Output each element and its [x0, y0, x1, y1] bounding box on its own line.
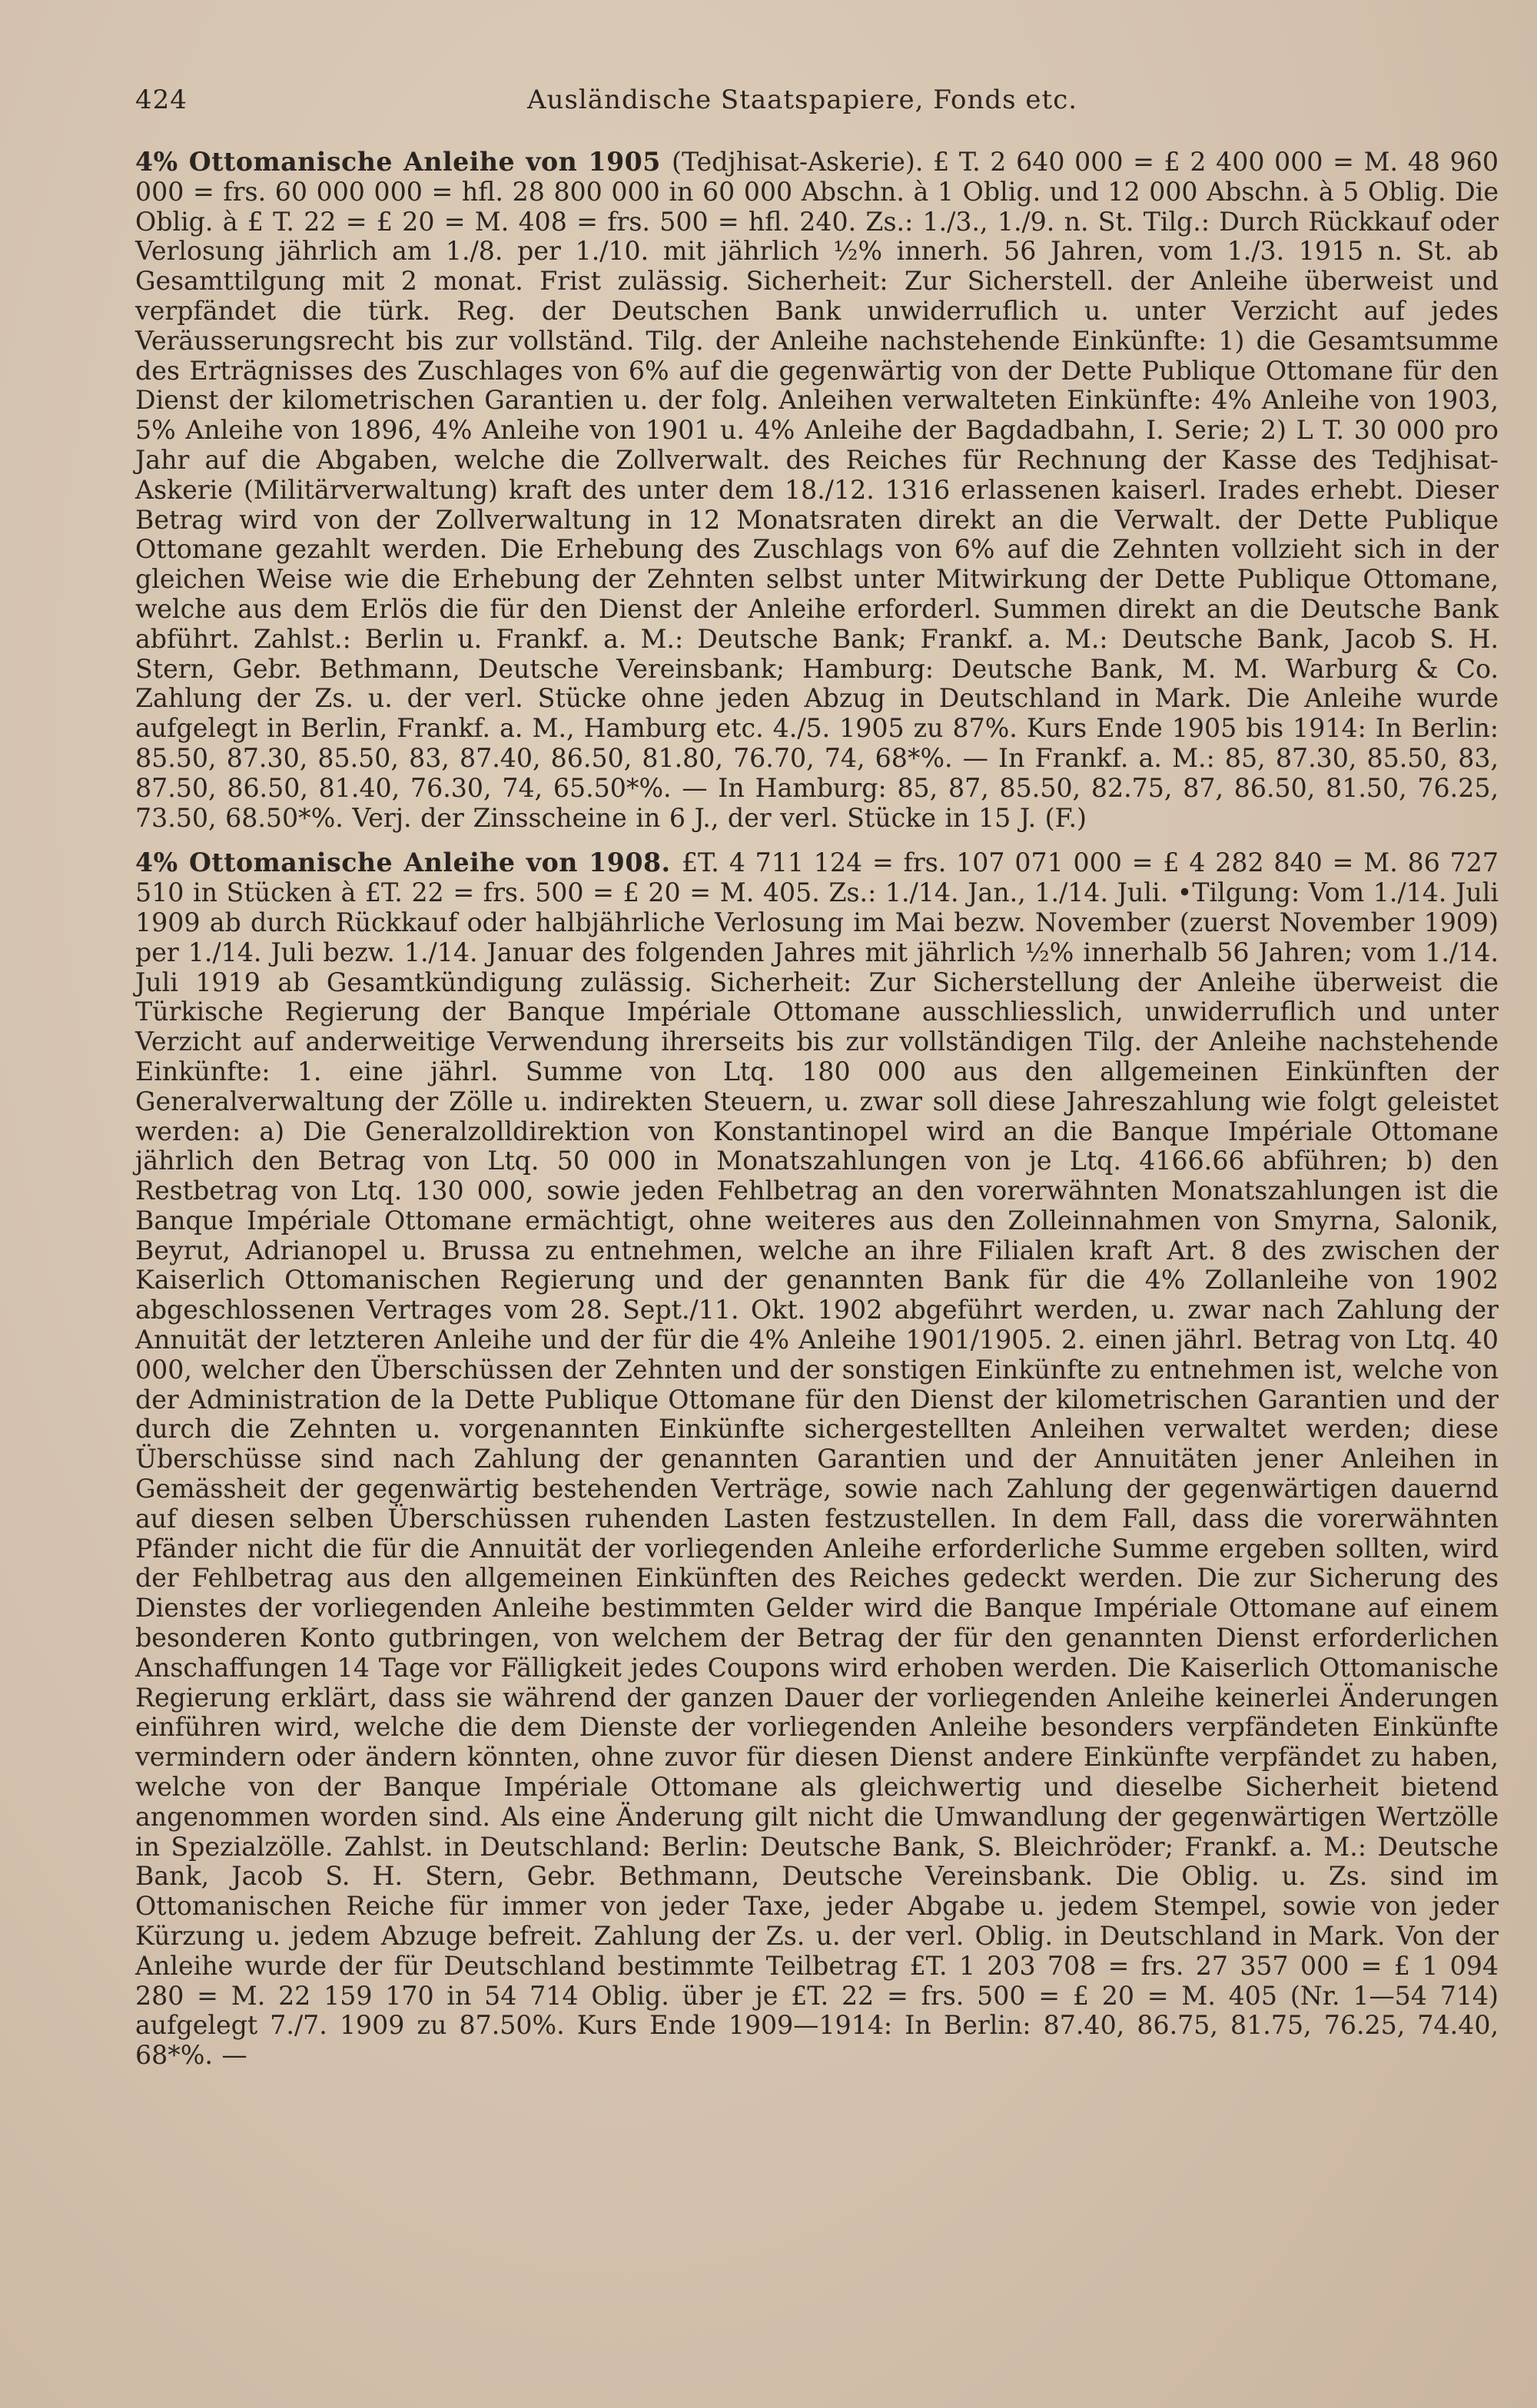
page-number: 424	[135, 85, 188, 115]
entry-ottoman-loan-1905	[135, 148, 1499, 833]
entry-body: £T. 4 711 124 = frs. 107 071 000 = £ 4 282 840 = M. 86 727 510 in Stücken à £T. 22 = frs. 500 = £ 20 = M. 405. Zs.: 1./14. Jan., 1./14. Juli. •Tilgung: Vom 1./14. Juli 1909 ab durch Rückkauf oder halbjährliche Verlosung im Mai bezw. November (zuerst November 1909) per 1./14. Juli bezw. 1./14. Januar des folgenden Jahres mit jährlich ½% innerhalb 56 Jahren; vom 1./14. Juli 1919 ab Gesamtkündigung zulässig. Sicherheit: Zur Sicherstellung der Anleihe überweist die Türkische Regierung der Banque Impériale Ottomane ausschliesslich, unwiderruflich und unter Verzicht auf anderweitige Verwendung ihrerseits bis zur vollständigen Tilg. der Anleihe nachstehende Einkünfte: 1. eine jährl. Summe von Ltq. 180 000 aus den allgemeinen Einkünften der Generalverwaltung der Zölle u. indirekten Steuern, u. zwar soll diese Jahreszahlung wie folgt geleistet werden: a) Die Generalzolldirektion von Konstantinopel wird an die Banque Impériale Ottomane jährlich den Betrag von Ltq. 50 000 in Monatszahlungen von je Ltq. 4166.66 abführen; b) den Restbetrag von Ltq. 130 000, sowie jeden Fehlbetrag an den vorerwähnten Monatszahlungen ist die Banque Impériale Ottomane ermächtigt, ohne weiteres aus den Zolleinnahmen von Smyrna, Salonik, Beyrut, Adrianopel u. Brussa zu entnehmen, welche an ihre Filialen kraft Art. 8 des zwischen der Kaiserlich Ottomanischen Regierung und der genannten Bank für die 4% Zollanleihe von 1902 abgeschlossenen Vertrages vom 28. Sept./11. Okt. 1902 abgeführt werden, u. zwar nach Zahlung der Annuität der letzteren Anleihe und der für die 4% Anleihe 1901/1905. 2. einen jährl. Betrag von Ltq. 40 000, welcher den Überschüssen der Zehnten und der sonstigen Einkünfte zu entnehmen ist, welche von der Administration de la Dette Publique Ottomane für den Dienst der kilometrischen Garantien und der durch die Zehnten u. vorgenannten Einkünfte sichergestellten Anleihen verwaltet werden; diese Überschüsse sind nach Zahlung der genannten Garantien und der Annuitäten jener Anleihen in Gemässheit der gegenwärtig bestehenden Verträge, sowie nach Zahlung der gegenwärtigen dauernd auf diesen selben Überschüssen ruhenden Lasten festzustellen. In dem Fall, dass die vorerwähnten Pfänder nicht die für die Annuität der vorliegenden Anleihe erforderliche Summe ergeben sollten, wird der Fehlbetrag aus den allgemeinen Einkünften des Reiches gedeckt werden. Die zur Sicherung des Dienstes der vorliegenden Anleihe bestimmten Gelder wird die Banque Impériale Ottomane auf einem besonderen Konto gutbringen, von welchem der Betrag der für den genannten Dienst erforderlichen Anschaffungen 14 Tage vor Fälligkeit jedes Coupons wird erhoben werden. Die Kaiserlich Ottomanische Regierung erklärt, dass sie während der ganzen Dauer der vorliegenden Anleihe keinerlei Änderungen einführen wird, welche die dem Dienste der vorliegenden Anleihe besonders verpfändeten Einkünfte vermindern oder ändern könnten, ohne zuvor für diesen Dienst andere Einkünfte verpfändet zu haben, welche von der Banque Impériale Ottomane als gleichwertig und dieselbe Sicherheit bietend angenommen worden sind. Als eine Änderung gilt nicht die Umwandlung der gegenwärtigen Wertzölle in Spezialzölle. Zahlst. in Deutschland: Berlin: Deutsche Bank, S. Bleichröder; Frankf. a. M.: Deutsche Bank, Jacob S. H. Stern, Gebr. Bethmann, Deutsche Vereinsbank. Die Oblig. u. Zs. sind im Ottomanischen Reiche für immer von jeder Taxe, jeder Abgabe u. jedem Stempel, sowie von jeder Kürzung u. jedem Abzuge befreit. Zahlung der Zs. u. der verl. Oblig. in Deutschland in Mark. Von der Anleihe wurde der für Deutschland bestimmte Teilbetrag £T. 1 203 708 = frs. 27 357 000 = £ 1 094 280 = M. 22 159 170 in 54 714 Oblig. über je £T. 22 = frs. 500 = £ 20 = M. 405 (Nr. 1—54 714) aufgelegt 7./7. 1909 zu 87.50%. Kurs Ende 1909—1914: In Berlin: 87.40, 86.75, 81.75, 76.25, 74.40, 68*%. —	[135, 847, 1499, 2071]
running-title: Ausländische Staatspapiere, Fonds etc.	[527, 85, 1078, 115]
page-header	[135, 85, 1499, 124]
entry-heading: 4% Ottomanische Anleihe von 1908.	[135, 847, 682, 878]
entry-body: (Tedjhisat-Askerie). £ T. 2 640 000 = £ 2 400 000 = M. 48 960 000 = frs. 60 000 000 = hfl. 28 800 000 in 60 000 Abschn. à 1 Oblig. und 12 000 Abschn. à 5 Oblig. Die Oblig. à £ T. 22 = £ 20 = M. 408 = frs. 500 = hfl. 240. Zs.: 1./3., 1./9. n. St. Tilg.: Durch Rückkauf oder Verlosung jährlich am 1./8. per 1./10. mit jährlich ½% innerh. 56 Jahren, vom 1./3. 1915 n. St. ab Gesamttilgung mit 2 monat. Frist zulässig. Sicherheit: Zur Sicherstell. der Anleihe überweist und verpfändet die türk. Reg. der Deutschen Bank unwiderruflich u. unter Verzicht auf jedes Veräusserungsrecht bis zur vollständ. Tilg. der Anleihe nachstehende Einkünfte: 1) die Gesamtsumme des Erträgnisses des Zuschlages von 6% auf die gegenwärtig von der Dette Publique Ottomane für den Dienst der kilometrischen Garantien u. der folg. Anleihen verwalteten Einkünfte: 4% Anleihe von 1903, 5% Anleihe von 1896, 4% Anleihe von 1901 u. 4% Anleihe der Bagdadbahn, I. Serie; 2) L T. 30 000 pro Jahr auf die Abgaben, welche die Zollverwalt. des Reiches für Rechnung der Kasse des Tedjhisat-Askerie (Militärverwaltung) kraft des unter dem 18./12. 1316 erlassenen kaiserl. Irades erhebt. Dieser Betrag wird von der Zollverwaltung in 12 Monatsraten direkt an die Verwalt. der Dette Publique Ottomane gezahlt werden. Die Erhebung des Zuschlags von 6% auf die Zehnten vollzieht sich in der gleichen Weise wie die Erhebung der Zehnten selbst unter Mitwirkung der Dette Publique Ottomane, welche aus dem Erlös die für den Dienst der Anleihe erforderl. Summen direkt an die Deutsche Bank abführt. Zahlst.: Berlin u. Frankf. a. M.: Deutsche Bank; Frankf. a. M.: Deutsche Bank, Jacob S. H. Stern, Gebr. Bethmann, Deutsche Vereinsbank; Hamburg: Deutsche Bank, M. M. Warburg & Co. Zahlung der Zs. u. der verl. Stücke ohne jeden Abzug in Deutschland in Mark. Die Anleihe wurde aufgelegt in Berlin, Frankf. a. M., Hamburg etc. 4./5. 1905 zu 87%. Kurs Ende 1905 bis 1914: In Berlin: 85.50, 87.30, 85.50, 83, 87.40, 86.50, 81.80, 76.70, 74, 68*%. — In Frankf. a. M.: 85, 87.30, 85.50, 83, 87.50, 86.50, 81.40, 76.30, 74, 65.50*%. — In Hamburg: 85, 87, 85.50, 82.75, 87, 86.50, 81.50, 76.25, 73.50, 68.50*%. Verj. der Zinsscheine in 6 J., der verl. Stücke in 15 J. (F.)	[135, 147, 1499, 833]
entry-ottoman-loan-1908	[135, 848, 1499, 2071]
entry-heading: 4% Ottomanische Anleihe von 1905	[135, 147, 672, 177]
